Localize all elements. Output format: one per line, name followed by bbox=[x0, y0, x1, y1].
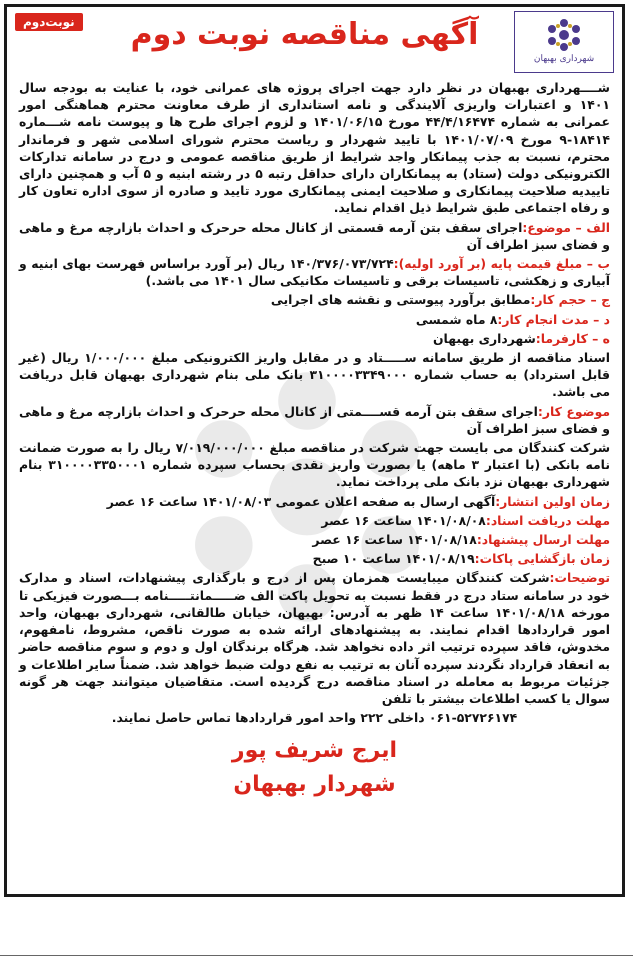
subject-text: اجرای سقف بتن آرمه قسمتی از کانال محله حرحرک و احداث بازارچه مرغ و ماهی و فضای سبز اطراف آن bbox=[19, 219, 610, 252]
volume-label: ج – حجم کار: bbox=[530, 292, 610, 308]
notes-label: توضیحات: bbox=[549, 570, 610, 586]
documents-paragraph: اسناد مناقصه از طریق سامانه ســـــتاد و در مقابل واریز الکترونیکی مبلغ ۱/۰۰۰/۰۰۰ ریال (غیر قابل استرداد) به حساب شماره ۳۱۰۰۰۰۳۳۴۹۰۰۰ بانک ملی بنام شهرداری بهبهان قابل دریافت می باشد. bbox=[19, 350, 610, 400]
intro-paragraph: شــــهرداری بهبهان در نظر دارد جهت اجرای پروژه های عمرانی خود، با عنایت به بودجه سال ۱۴۰۱ و اعتبارات واریزی آلایندگی و نامه استانداری از طرف معاونت محترم هماهنگی امور عمرانی به شماره ۴۴/۴/۱۶۴۷۴ مورخ ۱۴۰۱/۰۶/۱۵ و لزوم اجرای طرح ها و پیوست نامه شـــماره ۱۸۴۱۴-۹ مورخ ۱۴۰۱/۰۷/۰۹ با تایید شهردار و ریاست محترم شورای اسلامی شهر و فرماندار محترم، نسبت به جذب پیمانکار واجد شرایط از طریق مناقصه عمومی و درج در سامانه تدارکات الکترونیکی دولت (ستاد) به پیمانکاران دارای حداقل رتبه ۵ در رشته ابنیه و ۵ آب و همچنین دارای تاییدیه صلاحیت پیمانکاری و صلاحیت ایمنی پیمانکاری مورد تایید و صادره از سوی اداره تعاون کار و رفاه اجتماعی طبق شرایط ذیل اقدام نماید. bbox=[19, 80, 610, 216]
logo-emblem-icon bbox=[539, 16, 589, 54]
duration-text: ۸ ماه شمسی bbox=[415, 311, 498, 327]
municipality-logo bbox=[514, 11, 614, 73]
document-deadline-label: مهلت دریافت اسناد: bbox=[485, 512, 610, 528]
phone-line: ۰۶۱-۵۲۷۲۶۱۷۴ داخلی ۲۲۲ واحد امور قراردادها تماس حاصل نمایند. bbox=[111, 710, 518, 726]
opening-item bbox=[19, 550, 610, 567]
notice-header bbox=[7, 7, 622, 75]
notes-item bbox=[19, 569, 610, 707]
first-publication-item bbox=[19, 493, 610, 510]
work-subject-text: اجرای سقف بتن آرمه قســــمتی از کانال محله حرحرک و احداث بازارچه مرغ و ماهی و فضای سبز اطراف آن bbox=[19, 403, 610, 436]
tender-notice bbox=[4, 4, 625, 897]
signatory-name: ایرج شریف پور bbox=[231, 738, 398, 764]
base-price-label: ب – مبلغ قیمت پایه (بر آورد اولیه): bbox=[393, 256, 610, 272]
signatory-title: شهردار بهبهان bbox=[233, 772, 396, 798]
subject-item bbox=[19, 219, 610, 253]
page-divider bbox=[0, 955, 633, 956]
volume-text: مطابق برآورد پیوستی و نقشه های اجرایی bbox=[270, 292, 531, 308]
first-publication-text: آگهی ارسال به صفحه اعلان عمومی ۱۴۰۱/۰۸/۰۳ ساعت ۱۶ عصر bbox=[106, 493, 496, 509]
subject-label: الف – موضوع: bbox=[522, 219, 610, 235]
opening-text: ۱۴۰۱/۰۸/۱۹ ساعت ۱۰ صبح bbox=[312, 551, 475, 567]
employer-label: ه – کارفرما: bbox=[535, 330, 610, 346]
document-deadline-item bbox=[19, 512, 610, 529]
bid-deadline-text: ۱۴۰۱/۰۸/۱۸ ساعت ۱۶ عصر bbox=[312, 532, 477, 548]
employer-item bbox=[19, 330, 610, 347]
guarantee-paragraph: شرکت کنندگان می بایست جهت شرکت در مناقصه مبلغ ۷/۰۱۹/۰۰۰/۰۰۰ ریال را به صورت ضمانت نامه بانکی (با اعتبار ۳ ماهه) یا بصورت واریز نقدی بحساب سپرده شماره ۳۱۰۰۰۰۳۳۵۰۰۰۱ بنام شهرداری بهبهان نزد بانک ملی پرداخت نماید. bbox=[19, 440, 610, 490]
first-publication-label: زمان اولین انتشار: bbox=[495, 493, 610, 509]
notes-text: شرکت کنندگان میبایست همزمان پس از درج و بارگذاری پیشنهادات، اسناد و مدارک خود در سامانه ستاد درج در فقط نسبت به تحویل پاکت الف ضـــــمانتـــــنامه بـــصورت فیزیکی تا مورخه ۱۴۰۱/۰۸/۱۸ ساعت ۱۴ ظهر به آدرس: بهبهان، خیابان طالقانی، شهرداری بهبهان، واحد امور قراردادها اقدام نمایند. به پیشنهادهای ارائه شده به صورت ناقص، مشروط، نامفهوم، مخدوش، فاقد سپرده ترتیب اثر داده نخواهد شد. هرگاه برندگان اول و دوم و سوم مناقصه حاضر به انعقاد قرارداد نگردند سپرده آنان به ترتیب به نفع دولت ضبط خواهد شد. ضمناً سایر اطلاعات و جزئیات مربوط به معامله در اسناد مناقصه درج گردیده است. متقاضیان میتوانند جهت هر گونه سوال یا کسب اطلاعات بیشتر با تلفن bbox=[19, 570, 610, 706]
bid-deadline-label: مهلت ارسال پیشنهاد: bbox=[476, 532, 610, 548]
work-subject-label: موضوع کار: bbox=[537, 403, 611, 419]
base-price-text: ۱۴۰/۳۷۶/۰۷۳/۷۲۴ ریال (بر آورد براساس فهرست بهای ابنیه و آبیاری و زهکشی، تاسیسات برقی و تاسیسات مکانیکی سال ۱۴۰۱ می باشد.) bbox=[19, 256, 610, 289]
round-badge: نوبت‌دوم bbox=[15, 13, 83, 31]
bid-deadline-item bbox=[19, 531, 610, 548]
employer-text: شهرداری بهبهان bbox=[432, 330, 536, 346]
base-price-item bbox=[19, 255, 610, 289]
signature-block bbox=[19, 734, 610, 802]
volume-item bbox=[19, 291, 610, 308]
document-deadline-text: ۱۴۰۱/۰۸/۰۸ ساعت ۱۶ عصر bbox=[321, 512, 486, 528]
opening-label: زمان بازگشایی پاکات: bbox=[474, 551, 610, 567]
logo-caption: شهرداری بهبهان bbox=[533, 54, 595, 64]
duration-label: د – مدت انجام کار: bbox=[497, 311, 610, 327]
notice-title: آگهی مناقصه نوبت دوم bbox=[130, 17, 479, 52]
notice-body bbox=[7, 75, 622, 802]
work-subject-item bbox=[19, 403, 610, 437]
duration-item bbox=[19, 311, 610, 328]
